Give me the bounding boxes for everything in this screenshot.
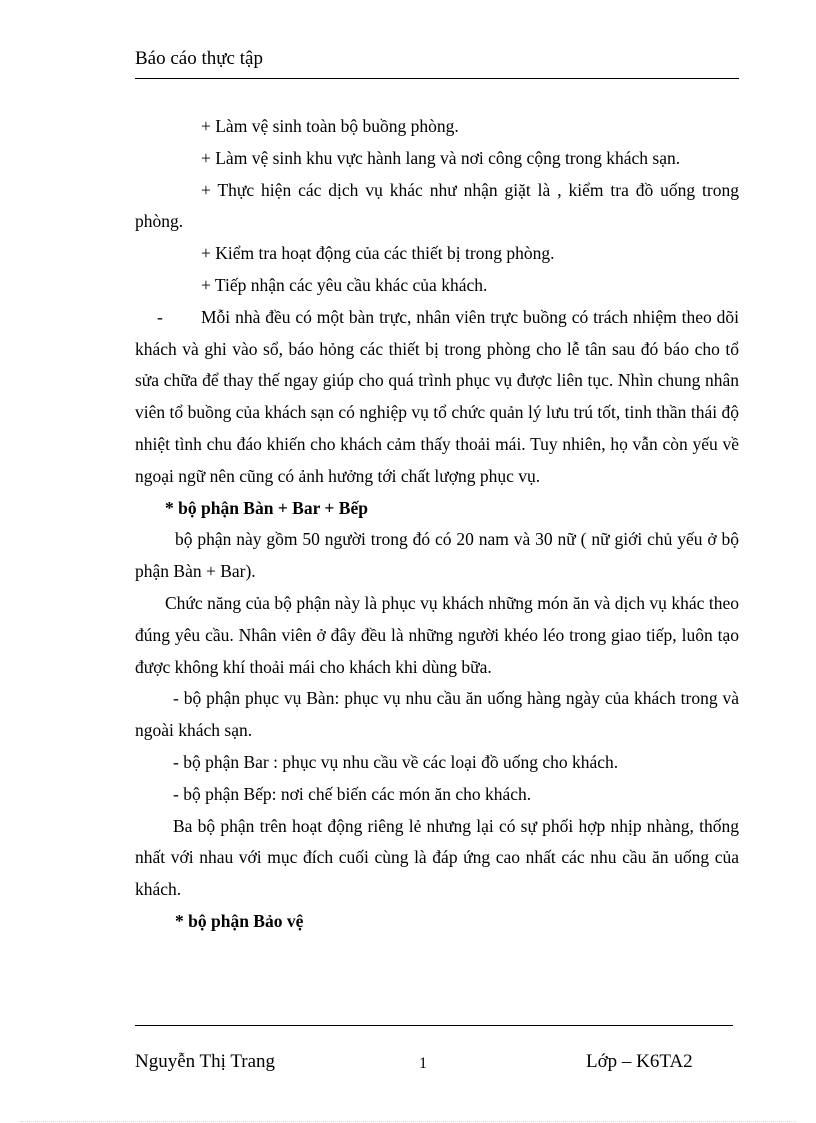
section-heading: * bộ phận Bàn + Bar + Bếp	[165, 497, 368, 518]
paragraph: - bộ phận Bếp: nơi chế biến các món ăn cho khách.	[173, 783, 532, 804]
list-dash: -	[157, 306, 163, 327]
paragraph: Chức năng của bộ phận này là phục vụ khách những món ăn và dịch vụ khác theo đúng yêu cầu. Nhân viên ở đây đều là những người khéo léo trong giao tiếp, luôn tạo được không khí thoải mái cho khách khi dùng bữa.	[135, 592, 739, 677]
header-divider	[135, 78, 739, 79]
page-edge-line	[20, 1121, 796, 1122]
paragraph-text: Mỗi nhà đều có một bàn trực, nhân viên trực buồng có trách nhiệm theo dõi khách và ghi vào sổ, báo hỏng các thiết bị trong phòng cho lễ tân sau đó báo cho tổ sửa chữa để thay thế ngay giúp cho quá trình phục vụ được liên tục. Nhìn chung nhân viên tổ buồng của khách sạn có nghiệp vụ tổ chức quản lý lưu trú tốt, tinh thần thái độ nhiệt tình chu đáo khiến cho khách cảm thấy thoải mái. Tuy nhiên, họ vẫn còn yếu về ngoại ngữ nên cũng có ảnh hưởng tới chất lượng phục vụ.	[135, 306, 739, 486]
document-body	[135, 111, 739, 938]
footer-divider	[135, 1025, 733, 1026]
paragraph: bộ phận này gồm 50 người trong đó có 20 nam và 30 nữ ( nữ giới chủ yếu ở bộ phận Bàn + Bar).	[135, 529, 739, 582]
paragraph: + Làm vệ sinh khu vực hành lang và nơi công cộng trong khách sạn.	[201, 147, 681, 168]
page-number: 1	[419, 1055, 427, 1072]
paragraph: + Kiểm tra hoạt động của các thiết bị trong phòng.	[201, 243, 555, 264]
paragraph: - bộ phận phục vụ Bàn: phục vụ nhu cầu ăn uống hàng ngày của khách trong và ngoài khách sạn.	[135, 688, 739, 741]
footer-class: Lớp – K6TA2	[586, 1051, 693, 1072]
footer-author: Nguyễn Thị Trang	[135, 1051, 276, 1072]
paragraph: + Thực hiện các dịch vụ khác như nhận giặt là , kiểm tra đồ uống trong phòng.	[135, 179, 739, 232]
section-heading: * bộ phận Bảo vệ	[175, 910, 304, 931]
paragraph: + Tiếp nhận các yêu cầu khác của khách.	[201, 274, 488, 295]
paragraph: + Làm vệ sinh toàn bộ buồng phòng.	[201, 116, 459, 136]
page-header-title: Báo cáo thực tập	[135, 48, 263, 69]
paragraph: Ba bộ phận trên hoạt động riêng lẻ nhưng lại có sự phối hợp nhịp nhàng, thống nhất với nhau với mục đích cuối cùng là đáp ứng cao nhất các nhu cầu ăn uống của khách.	[135, 815, 739, 900]
paragraph: - bộ phận Bar : phục vụ nhu cầu về các loại đồ uống cho khách.	[173, 751, 619, 772]
paragraph	[135, 302, 739, 493]
